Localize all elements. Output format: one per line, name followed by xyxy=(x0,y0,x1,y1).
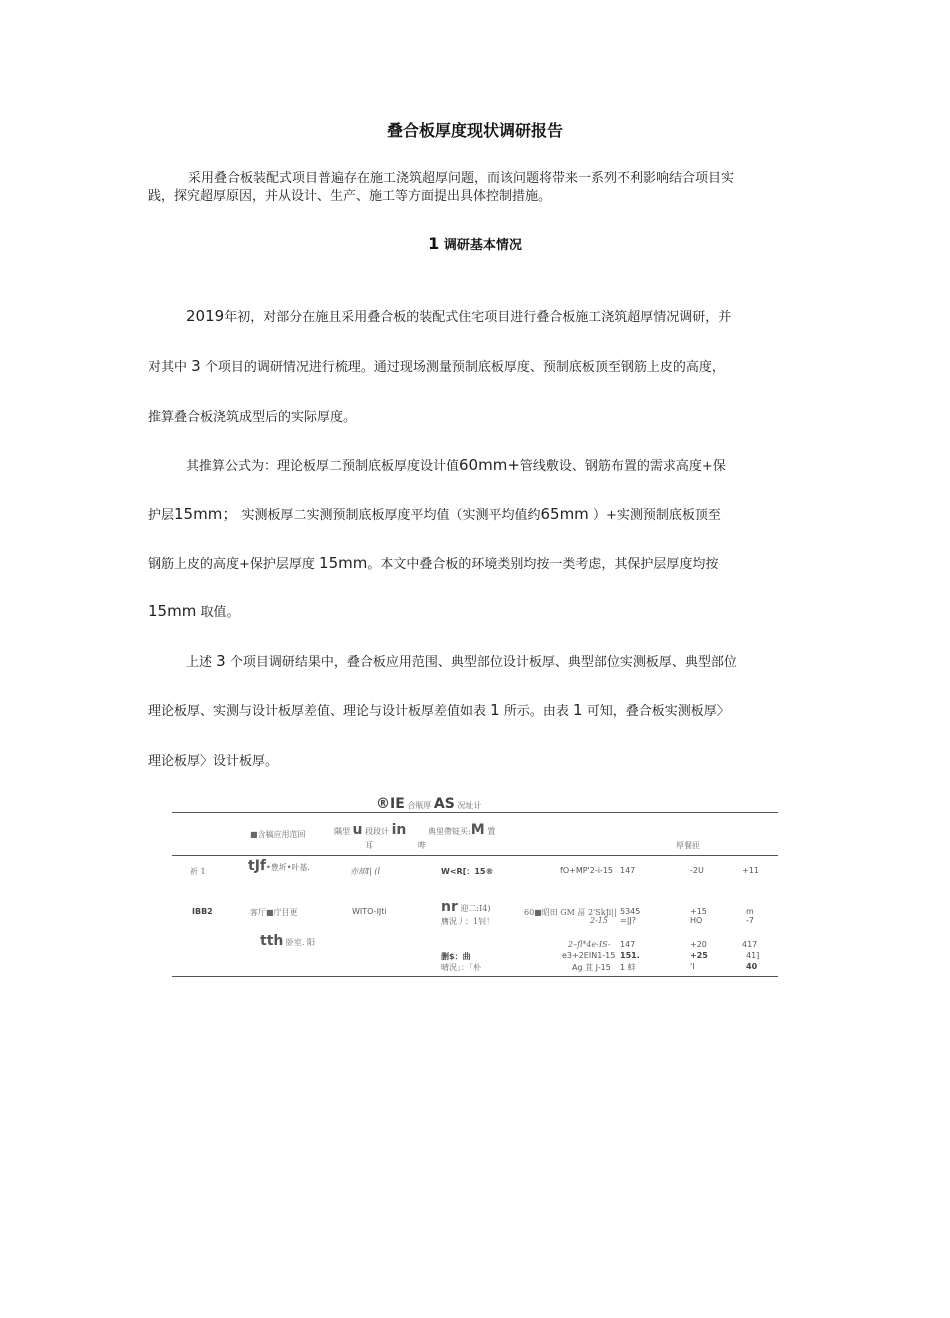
table-row2-diff1: +15 xyxy=(690,907,707,916)
table-row3-diff1-b: +25 xyxy=(690,951,708,960)
table-caption-a: ®IE xyxy=(376,796,405,812)
table-row1-design: 亦却I| (l xyxy=(350,867,381,876)
table-row3-diff1: +20 xyxy=(690,940,707,949)
table-row3-diff2-b: 41] xyxy=(746,951,760,960)
table-header-design-c: 段段计 xyxy=(365,827,390,836)
para2-line-2 xyxy=(148,503,808,524)
table-row2-measured-b: 迎二:I4) xyxy=(460,904,491,913)
table-header-rule xyxy=(172,855,778,856)
table-row3-range xyxy=(260,933,315,949)
table-row3-formula-c: Ag 苴 J-15 xyxy=(572,963,611,972)
para1-line-3: 推算叠合板浇筑成型后的实际厚度。 xyxy=(148,410,357,425)
table-bottom-rule xyxy=(172,976,778,977)
table-header-design-d: in xyxy=(391,822,407,838)
table-header-diff: 厚餐匝 xyxy=(676,841,700,850)
table-row2-theory: 5345 xyxy=(620,907,641,916)
table-header-design-a: 隅型 xyxy=(334,827,350,836)
table-row3-diff1-c: 'I xyxy=(690,962,695,971)
table-header-design-e: 耳 xyxy=(365,841,373,850)
para1-line-1 xyxy=(148,306,846,325)
intro-line-2: 践，探究超厚原因，并从设计、生产、施工等方面提出具体控制措施。 xyxy=(148,189,552,204)
table-row3-formula: 2–fl*4e-IS- xyxy=(568,940,611,949)
para2-text-1c: 管线敷设、钢筋布置的需求高度+保 xyxy=(519,459,726,474)
section-heading-number: 1 xyxy=(428,234,440,253)
table-header-design xyxy=(334,822,406,838)
table-row3-measured-b: 晴況」：「朴 xyxy=(441,963,481,972)
para2-text-2e: ）+实测预制底板顶至 xyxy=(592,508,721,523)
table-caption-d: 况址计 xyxy=(457,801,482,810)
table-row3-diff2: 417 xyxy=(742,940,758,949)
para1-text-1: 年初，对部分在施且采用叠合板的装配式住宅项目进行叠合板施工浇筑超厚情况调研，并 xyxy=(224,310,732,325)
table-row3-measured: 删$：曲 xyxy=(441,952,471,961)
table-row2-measured-c: 膺況丿：1钊！ xyxy=(441,917,495,926)
para3-number-2: 1 xyxy=(490,701,500,719)
para3-text-2e: 可知，叠合板实测板厚〉 xyxy=(586,704,730,719)
para2-value-1: 60mm+ xyxy=(459,456,520,474)
table-header-range: ■含稿应用范回 xyxy=(250,830,306,839)
table-header-measured-c: 置 xyxy=(487,827,496,836)
para3-number-3: 1 xyxy=(573,701,583,719)
table-row3-theory: 147 xyxy=(620,940,636,949)
table-row3-range-b: 卧室. 阳 xyxy=(285,938,315,947)
para2-text-1a: 其推算公式为：理论板厚二预制底板厚度设计值 xyxy=(186,459,460,474)
para2-value-3: 65mm xyxy=(540,505,589,523)
table-row2-measured-a: nr xyxy=(441,899,458,915)
table-row2-id: IBB2 xyxy=(192,907,213,916)
table-header-measured xyxy=(428,822,495,838)
table-row1-id: 祈 1 xyxy=(190,867,206,876)
table-header-measured-a: 典里帶锭买: xyxy=(428,827,471,836)
table-row2-diff2-b: -7 xyxy=(746,916,754,925)
para2-text-2c: 实测板厚二实测预制底板厚度平均值（实测平均值约 xyxy=(241,508,541,523)
section-heading xyxy=(0,234,950,253)
para2-line-1 xyxy=(148,455,846,474)
table-row3-theory-c: 1 蚌 xyxy=(620,963,636,972)
para2-value-5: 15mm xyxy=(148,602,197,620)
para2-text-4b: 取值。 xyxy=(200,605,240,620)
para3-line-3: 理论板厚〉设计板厚。 xyxy=(148,754,279,769)
para2-value-2: 15mm； xyxy=(174,505,238,523)
para2-text-3a: 钢筋上皮的高度+保护层厚度 xyxy=(148,557,315,572)
para3-line-1 xyxy=(148,651,846,670)
table-row2-measured xyxy=(441,899,491,915)
para1-year: 2019 xyxy=(186,307,225,325)
intro-line-1: 采用叠合板装配式项目普遍存在施工浇筑超厚问题，而该问题将带来一系列不利影响结合项目实 xyxy=(188,171,735,186)
page-title: 叠合板厚度现状调研报告 xyxy=(386,121,563,140)
para3-number-1: 3 xyxy=(216,652,226,670)
table-row3-diff2-c: 40 xyxy=(746,962,758,971)
para3-text-2a: 理论板厚、实测与设计板厚差值、理论与设计板厚差值如表 xyxy=(148,704,487,719)
para2-text-2a: 护层 xyxy=(148,508,175,523)
table-row2-formula-b: 2-15 xyxy=(590,916,608,925)
table-row1-range-b: •豊圻•叶基. xyxy=(266,863,310,872)
table-header-measured-b: M xyxy=(470,822,485,838)
para2-line-4 xyxy=(148,601,808,620)
para3-text-1a: 上述 xyxy=(186,655,213,670)
table-row1-diff2: +11 xyxy=(742,866,759,875)
intro-paragraph xyxy=(148,170,804,206)
table-row1-range-a: tJf xyxy=(248,858,266,874)
table-row1-measured: W<R[：15® xyxy=(441,867,494,876)
table-caption-b: 合瓶厚 xyxy=(407,801,432,810)
table-top-rule xyxy=(172,812,778,813)
table-header-measured-d: 哔 xyxy=(418,841,426,850)
table-caption xyxy=(376,796,481,812)
table-caption-c: AS xyxy=(433,796,455,812)
para3-text-2c: 所示。由表 xyxy=(503,704,569,719)
para1-line-2 xyxy=(148,356,808,375)
table-row2-theory-b: =|J? xyxy=(620,916,637,925)
para1-text-2c: 个项目的调研情况进行梳理。通过现场测量预制底板厚度、预制底板顶至钢筋上皮的高度， xyxy=(204,360,725,375)
table-row2-diff1-b: HO xyxy=(690,916,703,925)
para2-text-3c: 。本文中叠合板的环境类别均按一类考虑，其保护层厚度均按 xyxy=(367,557,719,572)
table-row2-design: WITO-IJti xyxy=(352,907,387,916)
para2-value-4: 15mm xyxy=(319,554,368,572)
table-row1-theory: 147 xyxy=(620,866,636,875)
para3-text-1c: 个项目调研结果中，叠合板应用范围、典型部位设计板厚、典型部位实测板厚、典型部位 xyxy=(229,655,737,670)
para2-line-3 xyxy=(148,553,808,572)
section-heading-text: 调研基本情况 xyxy=(443,238,522,253)
table-row2-formula: 60■昭田 GM 畐 2'SkJi|| xyxy=(524,908,617,917)
table-row3-theory-b: 151. xyxy=(620,951,640,960)
table-row2-diff2: m xyxy=(746,907,754,916)
para1-number: 3 xyxy=(191,357,201,375)
para1-text-2a: 对其中 xyxy=(148,360,188,375)
table-row1-diff1: -2U xyxy=(690,866,704,875)
table-row1-formula: fO+MP'2-i-15 xyxy=(560,866,614,875)
para3-line-2 xyxy=(148,700,808,719)
table-row3-range-a: tth xyxy=(260,933,284,949)
table-header-design-b: u xyxy=(352,822,363,838)
table-row3-formula-b: e3+2EIN1-15 xyxy=(562,951,616,960)
table-row2-range: 客厅■庁目更 xyxy=(250,908,298,917)
table-row1-range xyxy=(248,858,310,874)
